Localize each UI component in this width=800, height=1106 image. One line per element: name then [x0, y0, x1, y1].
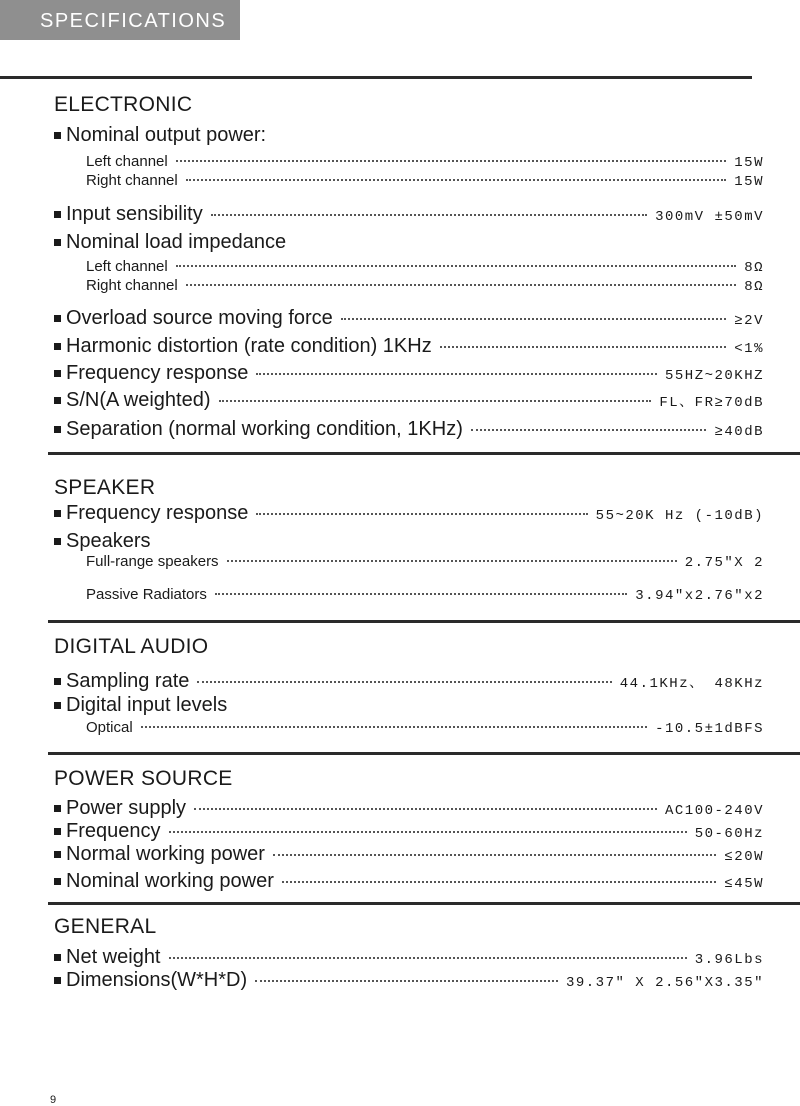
spec-value: FL、FR≥70dB — [659, 395, 764, 411]
spec-label: Right channel — [86, 277, 178, 294]
spec-label: Digital input levels — [66, 694, 228, 716]
leader-dots — [256, 373, 657, 375]
spec-value: 3.96Lbs — [694, 952, 764, 968]
bullet-icon — [54, 370, 61, 377]
page-number: 9 — [50, 1094, 57, 1106]
leader-dots — [440, 346, 727, 348]
spec-value: 15W — [734, 174, 764, 190]
bullet-icon — [54, 702, 61, 709]
spec-nominal-output-power — [54, 124, 764, 147]
bullet-icon — [54, 954, 61, 961]
section-divider — [48, 620, 800, 623]
bullet-icon — [54, 851, 61, 858]
spec-sampling-rate — [54, 670, 764, 693]
bullet-icon — [54, 426, 61, 433]
spec-label: Power supply — [66, 797, 187, 819]
spec-value: <1% — [734, 341, 764, 357]
spec-optical — [86, 719, 764, 737]
spec-label: Separation (normal working condition, 1KHz) — [66, 418, 463, 440]
bullet-icon — [54, 878, 61, 885]
spec-label: Nominal working power — [66, 870, 274, 892]
spec-speaker-frequency-response — [54, 502, 764, 525]
spec-value: -10.5±1dBFS — [655, 721, 764, 737]
spec-label: Input sensibility — [66, 203, 203, 225]
spec-label: Sampling rate — [66, 670, 190, 692]
spec-label: Right channel — [86, 172, 178, 189]
bullet-icon — [54, 977, 61, 984]
spec-value: ≤45W — [724, 876, 764, 892]
section-title-power-source: POWER SOURCE — [54, 767, 233, 790]
spec-label: Speakers — [66, 530, 151, 552]
bullet-icon — [54, 510, 61, 517]
spec-label: Optical — [86, 719, 133, 736]
spec-harmonic-distortion — [54, 335, 764, 358]
spec-input-sensibility — [54, 203, 764, 226]
spec-speakers — [54, 530, 764, 553]
bullet-icon — [54, 239, 61, 246]
spec-dimensions — [54, 969, 764, 992]
leader-dots — [194, 808, 657, 810]
spec-value: 50-60Hz — [694, 826, 764, 842]
section-title-speaker: SPEAKER — [54, 476, 156, 499]
spec-nominal-load-impedance — [54, 231, 764, 254]
section-divider — [48, 902, 800, 905]
spec-value: 3.94"x2.76"x2 — [635, 588, 764, 604]
leader-dots — [176, 265, 736, 267]
leader-dots — [471, 429, 707, 431]
leader-dots — [211, 214, 647, 216]
spec-label: Frequency response — [66, 502, 249, 524]
spec-frequency — [54, 820, 764, 843]
spec-value: ≤20W — [724, 849, 764, 865]
header-rule — [0, 76, 752, 79]
spec-value: 44.1KHz、 48KHz — [619, 676, 764, 692]
section-title-digital-audio: DIGITAL AUDIO — [54, 635, 209, 658]
spec-label: Left channel — [86, 258, 168, 275]
leader-dots — [341, 318, 726, 320]
spec-value: 55HZ~20KHZ — [664, 368, 764, 384]
section-divider — [48, 452, 800, 455]
leader-dots — [186, 284, 736, 286]
spec-full-range-speakers — [86, 553, 764, 571]
leader-dots — [141, 726, 647, 728]
spec-value: 8Ω — [744, 279, 764, 295]
spec-label: Full-range speakers — [86, 553, 219, 570]
spec-label: Nominal load impedance — [66, 231, 287, 253]
bullet-icon — [54, 805, 61, 812]
leader-dots — [176, 160, 727, 162]
spec-value: 2.75"X 2 — [684, 555, 764, 571]
spec-sn-ratio — [54, 389, 764, 412]
spec-label: Net weight — [66, 946, 161, 968]
leader-dots — [197, 681, 611, 683]
spec-label: Left channel — [86, 153, 168, 170]
leader-dots — [227, 560, 677, 562]
leader-dots — [169, 957, 687, 959]
spec-right-channel-impedance — [86, 277, 764, 295]
bullet-icon — [54, 132, 61, 139]
spec-value: ≥2V — [734, 313, 764, 329]
spec-left-channel-power — [86, 153, 764, 171]
leader-dots — [273, 854, 716, 856]
spec-value: 15W — [734, 155, 764, 171]
bullet-icon — [54, 397, 61, 404]
leader-dots — [215, 593, 627, 595]
section-divider — [48, 752, 800, 755]
header-tab: SPECIFICATIONS — [0, 0, 240, 40]
spec-digital-input-levels — [54, 694, 764, 717]
spec-net-weight — [54, 946, 764, 969]
spec-value: ≥40dB — [714, 424, 764, 440]
spec-value: 300mV ±50mV — [655, 209, 764, 225]
bullet-icon — [54, 678, 61, 685]
spec-frequency-response — [54, 362, 764, 385]
spec-label: Frequency — [66, 820, 161, 842]
spec-value: 39.37" X 2.56"X3.35" — [565, 975, 764, 991]
bullet-icon — [54, 211, 61, 218]
spec-label: Passive Radiators — [86, 586, 207, 603]
leader-dots — [256, 513, 587, 515]
spec-label: Normal working power — [66, 843, 265, 865]
spec-value: AC100-240V — [664, 803, 764, 819]
spec-normal-working-power — [54, 843, 764, 866]
spec-power-supply — [54, 797, 764, 820]
spec-separation — [54, 418, 764, 441]
spec-label: S/N(A weighted) — [66, 389, 211, 411]
spec-label: Nominal output power: — [66, 124, 267, 146]
leader-dots — [219, 400, 652, 402]
leader-dots — [255, 980, 558, 982]
bullet-icon — [54, 343, 61, 350]
leader-dots — [186, 179, 727, 181]
bullet-icon — [54, 315, 61, 322]
spec-value: 8Ω — [744, 260, 764, 276]
section-title-general: GENERAL — [54, 915, 157, 938]
spec-value: 55~20K Hz (-10dB) — [595, 508, 764, 524]
bullet-icon — [54, 828, 61, 835]
spec-right-channel-power — [86, 172, 764, 190]
leader-dots — [282, 881, 717, 883]
section-title-electronic: ELECTRONIC — [54, 93, 193, 116]
spec-label: Harmonic distortion (rate condition) 1KHz — [66, 335, 432, 357]
leader-dots — [169, 831, 687, 833]
spec-passive-radiators — [86, 586, 764, 604]
spec-left-channel-impedance — [86, 258, 764, 276]
spec-label: Frequency response — [66, 362, 249, 384]
spec-label: Overload source moving force — [66, 307, 333, 329]
bullet-icon — [54, 538, 61, 545]
spec-label: Dimensions(W*H*D) — [66, 969, 248, 991]
spec-nominal-working-power — [54, 870, 764, 893]
spec-overload-source — [54, 307, 764, 330]
